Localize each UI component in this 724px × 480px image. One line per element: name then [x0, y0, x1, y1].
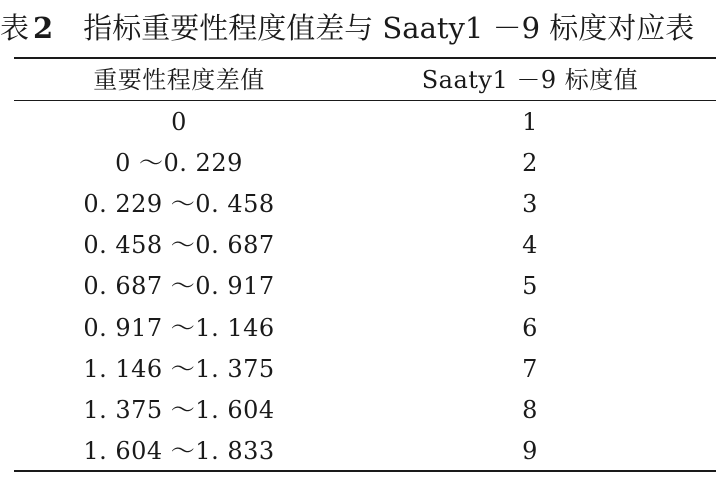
- cell-importance-difference: 0. 458 ～0. 687: [83, 231, 275, 260]
- caption-label: 表: [0, 11, 30, 45]
- header-importance-difference: 重要性程度差值: [93, 66, 265, 94]
- table-header-rule: [14, 100, 716, 101]
- cell-importance-difference: 0 ～0. 229: [115, 149, 243, 178]
- cell-saaty-scale: 5: [522, 272, 538, 301]
- cell-importance-difference: 0: [171, 108, 187, 136]
- table-top-rule: [14, 57, 716, 59]
- cell-importance-difference: 0. 229 ～0. 458: [83, 190, 275, 219]
- table-bottom-rule: [14, 470, 716, 472]
- cell-saaty-scale: 2: [522, 149, 538, 178]
- table-header-row: [14, 60, 716, 101]
- table-row: [14, 184, 716, 225]
- cell-saaty-scale: 1: [522, 108, 538, 136]
- header-saaty-scale: Saaty1 －9 标度值: [421, 66, 639, 94]
- cell-saaty-scale: 4: [522, 231, 538, 260]
- table-row: [14, 431, 716, 472]
- cell-saaty-scale: 9: [522, 436, 538, 465]
- table-row: [14, 349, 716, 390]
- cell-importance-difference: 1. 604 ～1. 833: [83, 436, 275, 465]
- cell-saaty-scale: 3: [522, 190, 538, 219]
- caption-title: 指标重要性程度值差与 Saaty1 －9 标度对应表: [83, 11, 695, 45]
- table-row: [14, 225, 716, 266]
- cell-saaty-scale: 7: [522, 354, 538, 383]
- table-caption: [0, 6, 724, 50]
- caption-number: 2: [33, 11, 54, 45]
- cell-saaty-scale: 6: [522, 313, 538, 342]
- table-row: [14, 390, 716, 431]
- cell-importance-difference: 0. 687 ～0. 917: [83, 272, 275, 301]
- table-row: [14, 266, 716, 307]
- cell-importance-difference: 1. 375 ～1. 604: [83, 395, 275, 424]
- table-row: [14, 308, 716, 349]
- table-row: [14, 102, 716, 143]
- cell-importance-difference: 0. 917 ～1. 146: [83, 313, 275, 342]
- cell-importance-difference: 1. 146 ～1. 375: [83, 354, 275, 383]
- table-row: [14, 143, 716, 184]
- cell-saaty-scale: 8: [522, 395, 538, 424]
